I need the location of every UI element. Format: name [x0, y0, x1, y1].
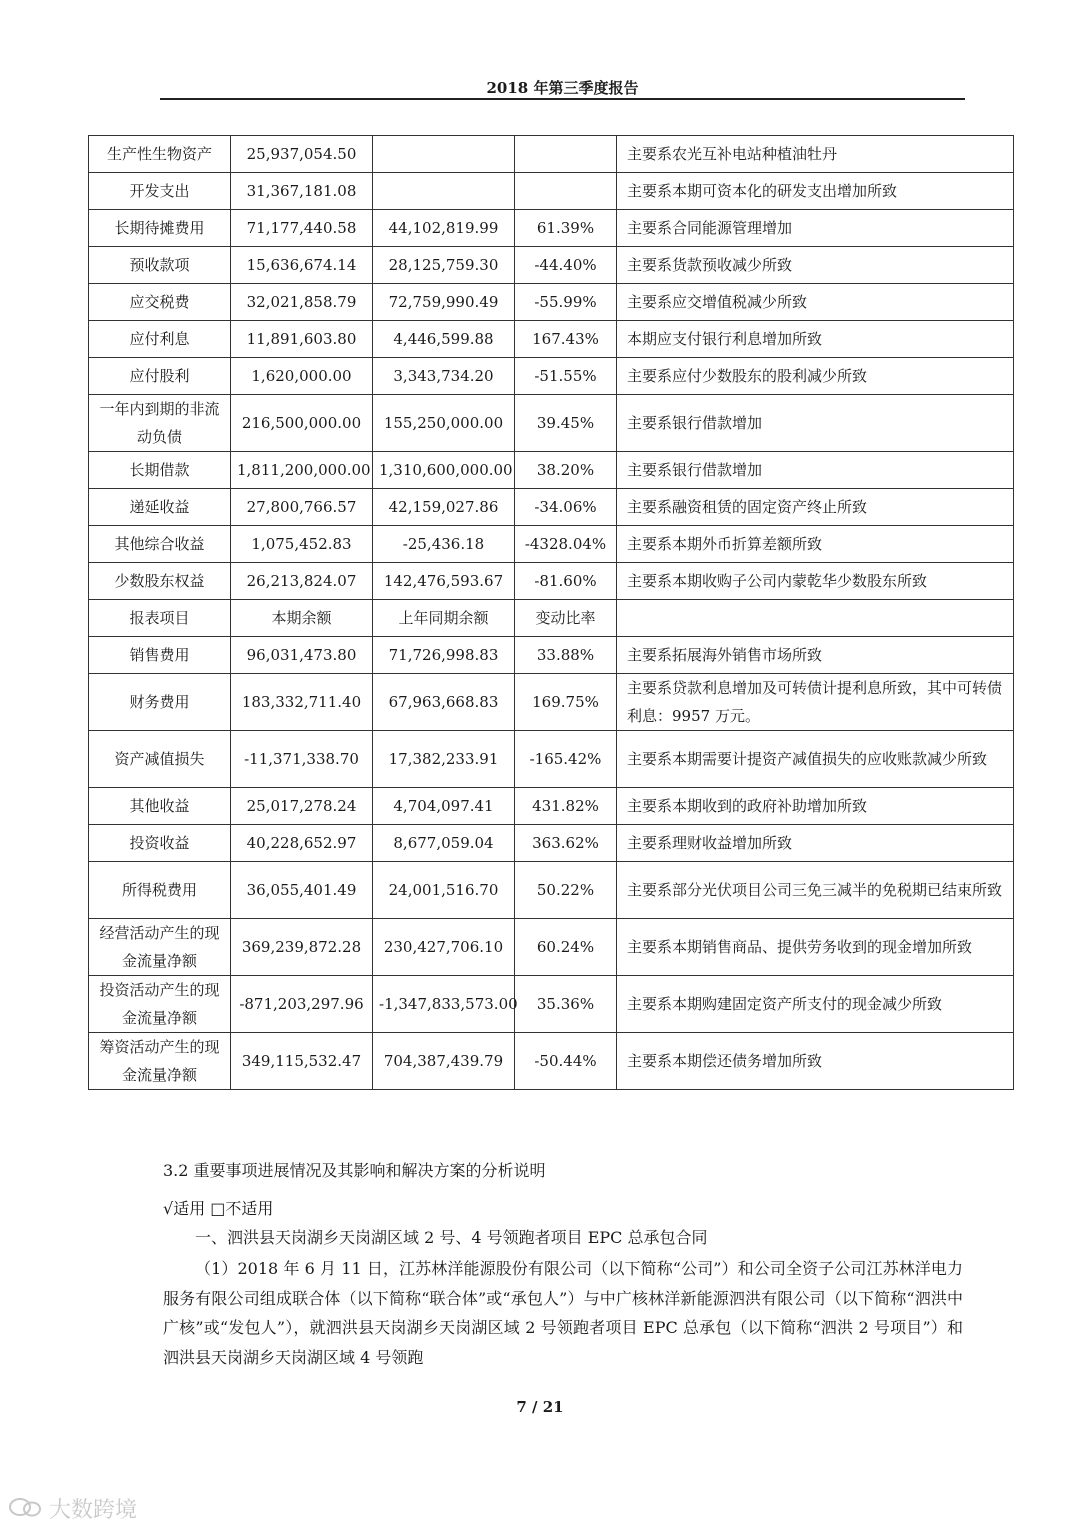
table-row: [89, 825, 1014, 862]
previous-value-cell: -1,347,833,573.00: [373, 976, 515, 1033]
column-header-previous: 上年同期余额: [373, 600, 515, 637]
item-cell: 其他收益: [89, 788, 231, 825]
change-rate-cell: [515, 136, 617, 173]
applicability-note: √适用 □不适用: [163, 1199, 274, 1218]
table-subheader-row: [89, 600, 1014, 637]
current-value-cell: 31,367,181.08: [231, 173, 373, 210]
reason-cell: 主要系农光互补电站种植油牡丹: [617, 136, 1014, 173]
current-value-cell: 1,075,452.83: [231, 526, 373, 563]
current-value-cell: 25,937,054.50: [231, 136, 373, 173]
reason-cell: 主要系应交增值税减少所致: [617, 284, 1014, 321]
previous-value-cell: 4,446,599.88: [373, 321, 515, 358]
current-value-cell: 32,021,858.79: [231, 284, 373, 321]
current-value-cell: 216,500,000.00: [231, 395, 373, 452]
table-row: [89, 452, 1014, 489]
change-rate-cell: 50.22%: [515, 862, 617, 919]
subsection-heading: 一、泗洪县天岗湖乡天岗湖区域 2 号、4 号领跑者项目 EPC 总承包合同: [195, 1228, 708, 1247]
previous-value-cell: [373, 136, 515, 173]
item-cell: 少数股东权益: [89, 563, 231, 600]
table-row: [89, 563, 1014, 600]
reason-cell: 主要系本期需要计提资产减值损失的应收账款减少所致: [617, 731, 1014, 788]
item-cell: 应付利息: [89, 321, 231, 358]
reason-cell: 主要系本期外币折算差额所致: [617, 526, 1014, 563]
reason-cell: 主要系本期购建固定资产所支付的现金减少所致: [617, 976, 1014, 1033]
table-row: [89, 489, 1014, 526]
page-number: 7 / 21: [516, 1398, 564, 1416]
item-cell: 投资收益: [89, 825, 231, 862]
financial-change-table: [88, 135, 1014, 1090]
header-divider: [160, 98, 965, 100]
reason-cell: 主要系应付少数股东的股利减少所致: [617, 358, 1014, 395]
reason-cell: 主要系融资租赁的固定资产终止所致: [617, 489, 1014, 526]
previous-value-cell: -25,436.18: [373, 526, 515, 563]
previous-value-cell: 230,427,706.10: [373, 919, 515, 976]
table-row: [89, 395, 1014, 452]
change-rate-cell: -165.42%: [515, 731, 617, 788]
table-row: [89, 862, 1014, 919]
item-cell: 一年内到期的非流动负债: [89, 395, 231, 452]
reason-cell: 主要系本期偿还债务增加所致: [617, 1033, 1014, 1090]
table-row: [89, 284, 1014, 321]
item-cell: 筹资活动产生的现金流量净额: [89, 1033, 231, 1090]
reason-cell: 主要系银行借款增加: [617, 395, 1014, 452]
item-cell: 开发支出: [89, 173, 231, 210]
section-heading: 3.2 重要事项进展情况及其影响和解决方案的分析说明: [163, 1161, 546, 1180]
change-rate-cell: -4328.04%: [515, 526, 617, 563]
chat-bubble-icon: [8, 1497, 42, 1525]
current-value-cell: 1,811,200,000.00: [231, 452, 373, 489]
current-value-cell: 36,055,401.49: [231, 862, 373, 919]
item-cell: 应付股利: [89, 358, 231, 395]
watermark: [8, 1493, 137, 1525]
item-cell: 其他综合收益: [89, 526, 231, 563]
item-cell: 生产性生物资产: [89, 136, 231, 173]
previous-value-cell: 1,310,600,000.00: [373, 452, 515, 489]
item-cell: 所得税费用: [89, 862, 231, 919]
column-header-current: 本期余额: [231, 600, 373, 637]
reason-cell: 主要系贷款利息增加及可转债计提利息所致，其中可转债利息：9957 万元。: [617, 674, 1014, 731]
current-value-cell: 40,228,652.97: [231, 825, 373, 862]
current-value-cell: -11,371,338.70: [231, 731, 373, 788]
reason-cell: 主要系本期销售商品、提供劳务收到的现金增加所致: [617, 919, 1014, 976]
change-rate-cell: -34.06%: [515, 489, 617, 526]
reason-cell: 主要系本期收购子公司内蒙乾华少数股东所致: [617, 563, 1014, 600]
previous-value-cell: 71,726,998.83: [373, 637, 515, 674]
reason-cell: 主要系合同能源管理增加: [617, 210, 1014, 247]
previous-value-cell: 28,125,759.30: [373, 247, 515, 284]
item-cell: 应交税费: [89, 284, 231, 321]
change-rate-cell: 61.39%: [515, 210, 617, 247]
previous-value-cell: 142,476,593.67: [373, 563, 515, 600]
reason-cell: 主要系理财收益增加所致: [617, 825, 1014, 862]
previous-value-cell: [373, 173, 515, 210]
table-row: [89, 526, 1014, 563]
current-value-cell: 183,332,711.40: [231, 674, 373, 731]
reason-cell: 主要系拓展海外销售市场所致: [617, 637, 1014, 674]
previous-value-cell: 4,704,097.41: [373, 788, 515, 825]
previous-value-cell: 44,102,819.99: [373, 210, 515, 247]
previous-value-cell: 155,250,000.00: [373, 395, 515, 452]
change-rate-cell: -50.44%: [515, 1033, 617, 1090]
column-header-item: 报表项目: [89, 600, 231, 637]
item-cell: 预收款项: [89, 247, 231, 284]
column-header-rate: 变动比率: [515, 600, 617, 637]
current-value-cell: 11,891,603.80: [231, 321, 373, 358]
change-rate-cell: 167.43%: [515, 321, 617, 358]
reason-cell: 主要系货款预收减少所致: [617, 247, 1014, 284]
table-row: [89, 136, 1014, 173]
change-rate-cell: -51.55%: [515, 358, 617, 395]
item-cell: 资产减值损失: [89, 731, 231, 788]
table-row: [89, 976, 1014, 1033]
previous-value-cell: 72,759,990.49: [373, 284, 515, 321]
change-rate-cell: 38.20%: [515, 452, 617, 489]
item-cell: 投资活动产生的现金流量净额: [89, 976, 231, 1033]
previous-value-cell: 17,382,233.91: [373, 731, 515, 788]
table-row: [89, 637, 1014, 674]
watermark-text: 大数跨境: [49, 1498, 138, 1523]
change-rate-cell: -44.40%: [515, 247, 617, 284]
current-value-cell: 369,239,872.28: [231, 919, 373, 976]
table-row: [89, 210, 1014, 247]
previous-value-cell: 67,963,668.83: [373, 674, 515, 731]
current-value-cell: 26,213,824.07: [231, 563, 373, 600]
item-cell: 财务费用: [89, 674, 231, 731]
table-row: [89, 788, 1014, 825]
reason-cell: 主要系本期可资本化的研发支出增加所致: [617, 173, 1014, 210]
previous-value-cell: 8,677,059.04: [373, 825, 515, 862]
change-rate-cell: 363.62%: [515, 825, 617, 862]
current-value-cell: 71,177,440.58: [231, 210, 373, 247]
change-rate-cell: -55.99%: [515, 284, 617, 321]
table-row: [89, 731, 1014, 788]
table-row: [89, 358, 1014, 395]
current-value-cell: 25,017,278.24: [231, 788, 373, 825]
table-row: [89, 321, 1014, 358]
table-row: [89, 247, 1014, 284]
report-header-title: 2018 年第三季度报告: [486, 79, 639, 97]
item-cell: 递延收益: [89, 489, 231, 526]
current-value-cell: 349,115,532.47: [231, 1033, 373, 1090]
item-cell: 长期借款: [89, 452, 231, 489]
table-row: [89, 173, 1014, 210]
column-header-reason: [617, 600, 1014, 637]
change-rate-cell: [515, 173, 617, 210]
change-rate-cell: 431.82%: [515, 788, 617, 825]
previous-value-cell: 3,343,734.20: [373, 358, 515, 395]
reason-cell: 主要系银行借款增加: [617, 452, 1014, 489]
change-rate-cell: -81.60%: [515, 563, 617, 600]
body-paragraph: （1）2018 年 6 月 11 日，江苏林洋能源股份有限公司（以下简称“公司”）和公司全资子公司江苏林洋电力服务有限公司组成联合体（以下简称“联合体”或“承包人”）与中广核林洋新能源泗洪有限公司（以下简称“泗洪中广核”或“发包人”），就泗洪县天岗湖乡天岗湖区域 2 号领跑者项目 EPC 总承包（以下简称“泗洪 2 号项目”）和泗洪县天岗湖乡天岗湖区域 4 号领跑: [163, 1259, 963, 1367]
reason-cell: 本期应支付银行利息增加所致: [617, 321, 1014, 358]
current-value-cell: 27,800,766.57: [231, 489, 373, 526]
current-value-cell: 96,031,473.80: [231, 637, 373, 674]
item-cell: 销售费用: [89, 637, 231, 674]
current-value-cell: -871,203,297.96: [231, 976, 373, 1033]
reason-cell: 主要系部分光伏项目公司三免三减半的免税期已结束所致: [617, 862, 1014, 919]
change-rate-cell: 39.45%: [515, 395, 617, 452]
previous-value-cell: 24,001,516.70: [373, 862, 515, 919]
change-rate-cell: 60.24%: [515, 919, 617, 976]
change-rate-cell: 35.36%: [515, 976, 617, 1033]
current-value-cell: 15,636,674.14: [231, 247, 373, 284]
item-cell: 长期待摊费用: [89, 210, 231, 247]
current-value-cell: 1,620,000.00: [231, 358, 373, 395]
table-row: [89, 674, 1014, 731]
previous-value-cell: 42,159,027.86: [373, 489, 515, 526]
previous-value-cell: 704,387,439.79: [373, 1033, 515, 1090]
reason-cell: 主要系本期收到的政府补助增加所致: [617, 788, 1014, 825]
change-rate-cell: 169.75%: [515, 674, 617, 731]
table-row: [89, 919, 1014, 976]
item-cell: 经营活动产生的现金流量净额: [89, 919, 231, 976]
change-rate-cell: 33.88%: [515, 637, 617, 674]
table-row: [89, 1033, 1014, 1090]
